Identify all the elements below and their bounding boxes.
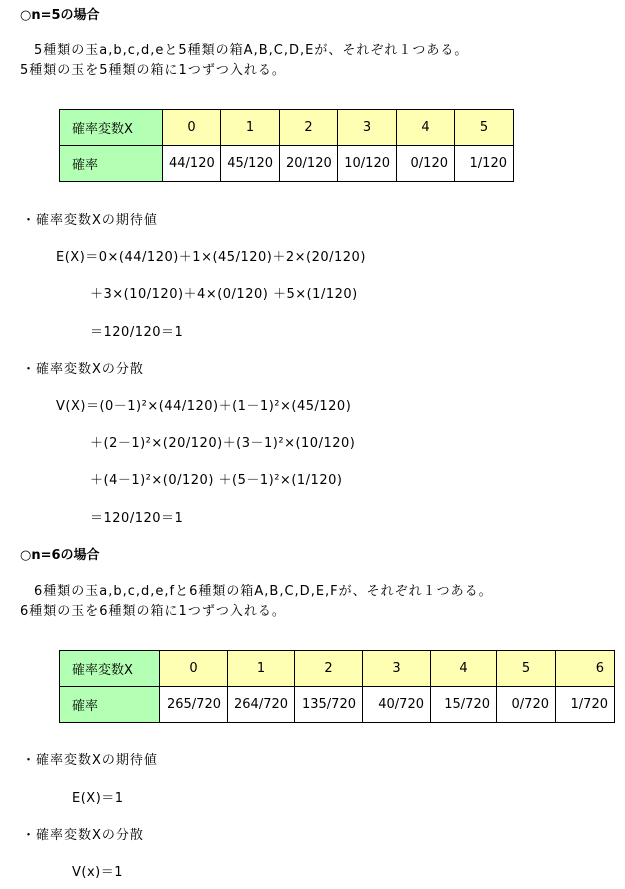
expectation-title: ・確率変数Xの期待値 [22, 753, 158, 768]
probability-cell: 44/120 [163, 146, 221, 182]
table-row [60, 146, 514, 182]
x-value-cell: 3 [338, 110, 397, 146]
probability-cell: 0/120 [397, 146, 455, 182]
probability-cell: 45/120 [221, 146, 280, 182]
description-line-1: 5種類の玉a,b,c,d,eと5種類の箱A,B,C,D,Eが、それぞれ１つある。 [20, 43, 469, 58]
x-value-cell: 0 [160, 651, 228, 687]
probability-label: 確率 [60, 687, 160, 723]
x-value-cell: 2 [280, 110, 338, 146]
probability-cell: 1/120 [455, 146, 514, 182]
probability-label: 確率 [60, 146, 163, 182]
table-row [60, 687, 615, 723]
probability-cell: 265/720 [160, 687, 228, 723]
expectation-title: ・確率変数Xの期待値 [22, 213, 158, 228]
x-value-cell: 5 [497, 651, 556, 687]
variance-title: ・確率変数Xの分散 [22, 828, 144, 843]
description-line-2: 5種類の玉を5種類の箱に1つずつ入れる。 [20, 63, 286, 78]
probability-cell: 135/720 [295, 687, 363, 723]
expectation-formula-line: E(X)＝1 [72, 791, 124, 806]
x-value-cell: 5 [455, 110, 514, 146]
table-header-row [60, 110, 514, 146]
table-header-row [60, 651, 615, 687]
probability-table-n6 [59, 650, 615, 723]
variance-title: ・確率変数Xの分散 [22, 362, 144, 377]
x-value-cell: 0 [163, 110, 221, 146]
x-value-cell: 4 [431, 651, 497, 687]
variance-formula-line: V(x)＝1 [72, 865, 124, 880]
variance-formula-line: V(X)＝(0－1)²×(44/120)＋(1－1)²×(45/120) [56, 399, 352, 414]
x-value-cell: 6 [556, 651, 615, 687]
x-value-cell: 4 [397, 110, 455, 146]
probability-cell: 10/120 [338, 146, 397, 182]
probability-cell: 1/720 [556, 687, 615, 723]
expectation-formula-line: ＋3×(10/120)＋4×(0/120) ＋5×(1/120) [90, 287, 358, 302]
variance-formula-line: ＝120/120＝1 [90, 511, 184, 526]
probability-table-n5 [59, 109, 514, 182]
expectation-formula-line: ＝120/120＝1 [90, 325, 184, 340]
x-value-cell: 1 [221, 110, 280, 146]
description-line-2: 6種類の玉を6種類の箱に1つずつ入れる。 [20, 604, 286, 619]
probability-cell: 40/720 [363, 687, 431, 723]
expectation-formula-line: E(X)＝0×(44/120)＋1×(45/120)＋2×(20/120) [56, 250, 366, 265]
section-heading-n6: ○n=6の場合 [20, 548, 100, 563]
random-variable-label: 確率変数X [60, 651, 160, 687]
section-heading-n5: ○n=5の場合 [20, 8, 100, 23]
probability-cell: 15/720 [431, 687, 497, 723]
variance-formula-line: ＋(4－1)²×(0/120) ＋(5－1)²×(1/120) [90, 473, 343, 488]
x-value-cell: 3 [363, 651, 431, 687]
probability-cell: 20/120 [280, 146, 338, 182]
probability-cell: 0/720 [497, 687, 556, 723]
x-value-cell: 2 [295, 651, 363, 687]
description-line-1: 6種類の玉a,b,c,d,e,fと6種類の箱A,B,C,D,E,Fが、それぞれ１つある。 [20, 584, 493, 599]
variance-formula-line: ＋(2－1)²×(20/120)＋(3－1)²×(10/120) [90, 436, 356, 451]
x-value-cell: 1 [228, 651, 295, 687]
random-variable-label: 確率変数X [60, 110, 163, 146]
probability-cell: 264/720 [228, 687, 295, 723]
